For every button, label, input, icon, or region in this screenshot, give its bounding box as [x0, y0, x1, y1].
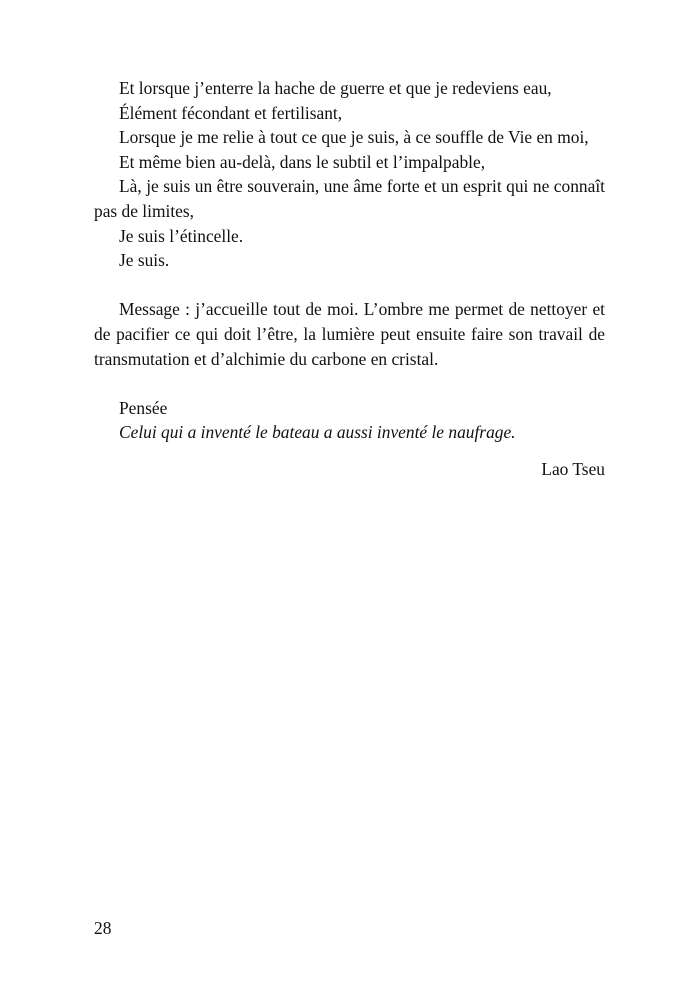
thought-quote: Celui qui a inventé le bateau a aussi inventé le naufrage.: [119, 422, 516, 443]
quote-author: Lao Tseu: [541, 458, 605, 479]
poem-line-7: Je suis.: [119, 250, 170, 271]
message-paragraph: Message : j’accueille tout de moi. L’ombre me permet de nettoyer et de pacifier ce qui doit l’être, la lumière peut ensuite faire son travail de transmutation et d’alchimie du carbone en cristal.: [94, 299, 605, 369]
poem-line-6: Je suis l’étincelle.: [119, 225, 244, 246]
poem-line-5: Là, je suis un être souverain, une âme forte et un esprit qui ne connaît pas de limites,: [94, 176, 605, 221]
paragraph-spacer: [94, 371, 605, 396]
thought-heading: Pensée: [119, 397, 168, 418]
paragraph-spacer: [94, 273, 605, 298]
main-text-block: [94, 76, 605, 482]
poem-line-2: Élément fécondant et fertilisant,: [119, 102, 343, 123]
poem-line-4: Et même bien au-delà, dans le subtil et l’impalpable,: [119, 151, 486, 172]
poem-line-1: Et lorsque j’enterre la hache de guerre et que je redeviens eau,: [119, 78, 552, 98]
page-number: 28: [94, 918, 112, 938]
poem-line-3: Lorsque je me relie à tout ce que je suis, à ce souffle de Vie en moi,: [119, 127, 589, 148]
